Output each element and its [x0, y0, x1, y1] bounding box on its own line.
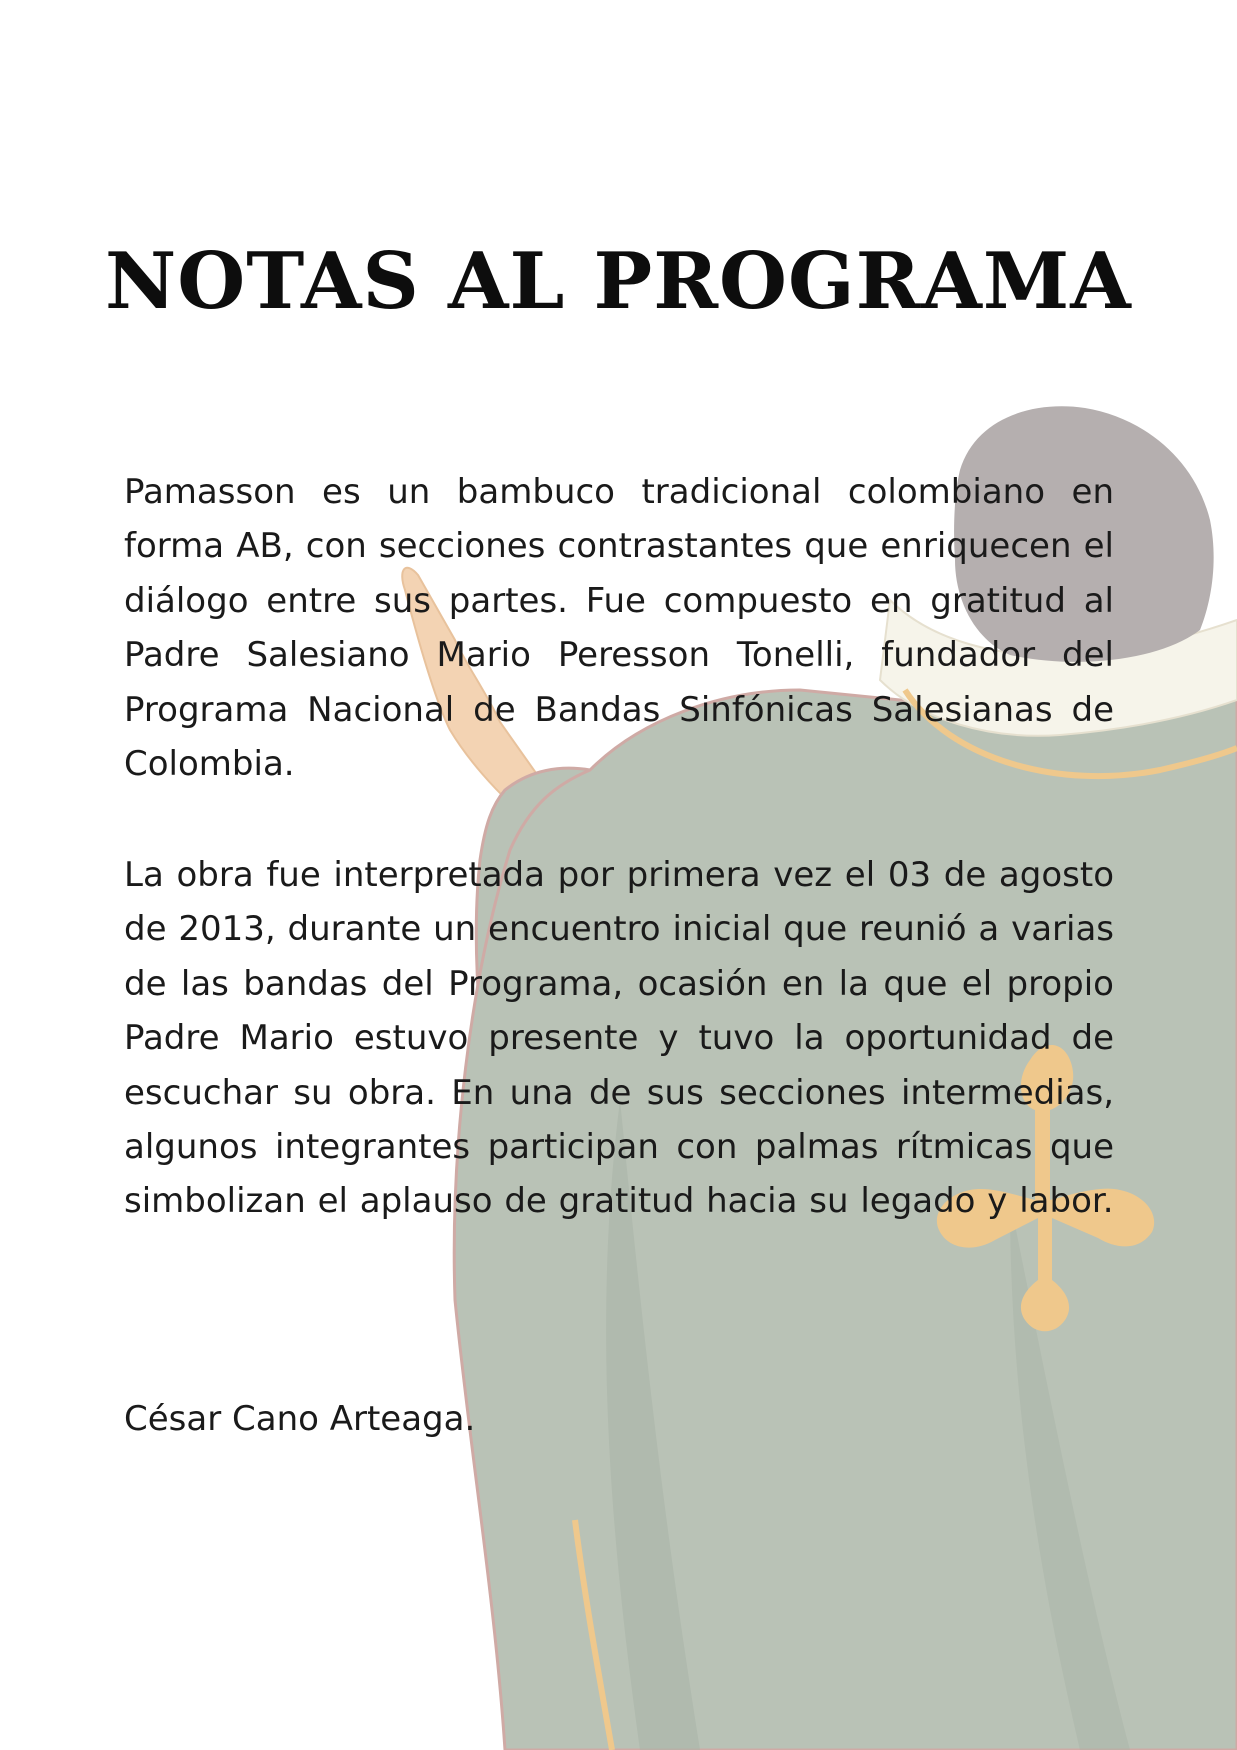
paragraph-premiere: La obra fue interpretada por primera vez el 03 de agosto de 2013, durante un encuentro inicial que reunió a varias de las bandas del Programa, ocasión en la que el propio Padre Mario estuvo presente y tuvo la oportunidad de escuchar su obra. En una de sus secciones intermedias, algunos integrantes participan con palmas rítmicas que simbolizan el aplauso de gratitud hacia su legado y labor.	[124, 855, 1114, 1222]
paragraph-intro: Pamasson es un bambuco tradicional colombiano en forma AB, con secciones contrastantes que enriquecen el diálogo entre sus partes. Fue compuesto en gratitud al Padre Salesiano Mario Peresson Tonelli, fundador del Programa Nacional de Bandas Sinfónicas Salesianas de Colombia.	[124, 472, 1114, 785]
author-signature: César Cano Arteaga.	[124, 1399, 476, 1439]
page-title: NOTAS AL PROGRAMA	[105, 236, 1132, 327]
